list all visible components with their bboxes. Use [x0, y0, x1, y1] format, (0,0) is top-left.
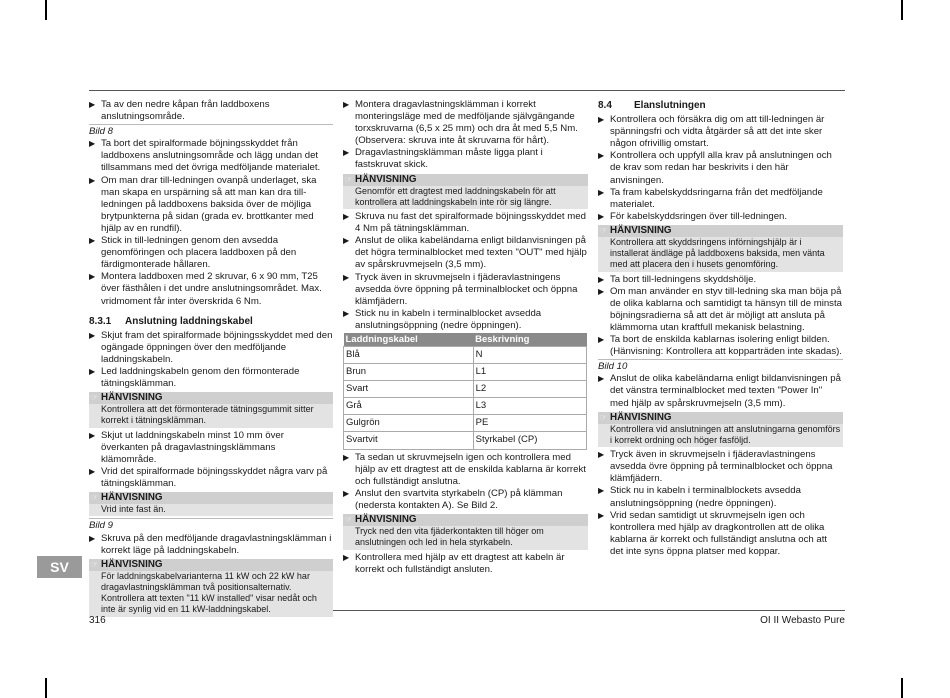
- list-item: ▶ Ta bort de enskilda kablarnas isolering enligt bilden. (Hänvisning: Kontrollera att kopparträden inte skadas).: [598, 334, 842, 358]
- note-box: [89, 559, 333, 617]
- table-cell: Grå: [344, 398, 474, 415]
- note-text: För laddningskabelvarianterna 11 kW och 22 kW har dragavlastningsklämman två positionsalternativ. Kontrollera att texten "11 kW installed" visar nedåt och inte är synlig vid en 11 kW-laddningskabel.: [101, 570, 317, 615]
- note-text: Kontrollera vid anslutningen att anslutningarna genomförs i korrekt ordning och höger fasföljd.: [610, 423, 841, 445]
- bullet-arrow-icon: ▶: [343, 272, 350, 282]
- bullet-arrow-icon: ▶: [343, 488, 350, 498]
- bullet-arrow-icon: ▶: [89, 430, 96, 440]
- note-label: HÄNVISNING: [355, 514, 417, 526]
- table-cell: Gulgrön: [344, 415, 474, 432]
- note-text: Kontrollera att det förmonterade tätningsgummit sitter korrekt i tätningsklämman.: [101, 404, 314, 426]
- bullet-arrow-icon: ▶: [598, 374, 605, 384]
- page-number: 316: [89, 615, 106, 626]
- list-item: ▶ Stick nu in kabeln i terminalblocket avsedda anslutningsöppning (nedre öppningen).: [343, 307, 542, 331]
- list-item: ▶ Skjut ut laddningskabeln minst 10 mm över överkanten på dragavlastningsklämmans klämområde.: [89, 429, 284, 465]
- list-item: ▶ Led laddningskabeln genom den förmonterade tätningsklämman.: [89, 365, 300, 390]
- bullet-arrow-icon: ▶: [343, 236, 350, 246]
- note-box: [598, 412, 843, 448]
- column-1: [89, 99, 333, 619]
- note-hand-icon: ☞: [345, 515, 353, 525]
- bullet-arrow-icon: ▶: [598, 187, 605, 197]
- note-label: HÄNVISNING: [610, 411, 672, 423]
- bullet-arrow-icon: ▶: [598, 151, 605, 161]
- list-item: ▶ Kontrollera och uppfyll alla krav på anslutningen och de krav som redan har beskrivits i den här anvisningen.: [598, 150, 832, 186]
- table-cell: L1: [473, 364, 586, 381]
- list-item: ▶ Dragavlastningsklämman måste ligga plant i fastskruvat skick.: [343, 147, 543, 171]
- language-tab: SV: [37, 556, 82, 578]
- note-label: HÄNVISNING: [610, 224, 672, 236]
- note-label: HÄNVISNING: [101, 392, 163, 404]
- table-row: [344, 381, 587, 398]
- list-item: ▶ Ta sedan ut skruvmejseln igen och kontrollera med hjälp av ett dragtest att de enskilda kablarna är korrekt och fullständigt anslutna.: [343, 451, 586, 487]
- list-item: ▶ Skjut fram det spiralformade böjningsskyddet med den ogängade öppningen över den medföljande laddningskabeln.: [89, 329, 333, 365]
- column-2: [343, 99, 588, 576]
- note-box: [89, 492, 333, 516]
- bullet-arrow-icon: ▶: [343, 100, 350, 109]
- figure-caption: Bild 9: [89, 518, 333, 532]
- note-hand-icon: ☞: [91, 559, 99, 569]
- bullet-arrow-icon: ▶: [598, 486, 605, 496]
- table-header-cable: Laddningskabel: [344, 333, 474, 347]
- bullet-arrow-icon: ▶: [343, 552, 350, 562]
- bullet-arrow-icon: ▶: [598, 450, 605, 460]
- table-row: [344, 398, 587, 415]
- list-item: ▶ Om man använder en styv till-ledning ska man böja på de olika kablarna och samtidigt ta hänsyn till de minsta böjningsradierna så att det är möjligt att ansluta på klämmorna utan kraftfull mekanisk belastning.: [598, 285, 842, 334]
- list-item: ▶ Vrid det spiralformade böjningsskyddet några varv på tätningsklämman.: [89, 465, 328, 490]
- table-cell: Blå: [344, 347, 474, 364]
- cable-table: [343, 333, 587, 450]
- list-item: ▶ Skruva nu fast det spiralformade böjningsskyddet med 4 Nm på tätningsklämman.: [343, 211, 586, 235]
- table-cell: Brun: [344, 364, 474, 381]
- bullet-arrow-icon: ▶: [598, 286, 605, 296]
- note-label: HÄNVISNING: [355, 173, 417, 185]
- note-hand-icon: ☞: [600, 412, 608, 422]
- note-box: [89, 392, 333, 428]
- table-header-description: Beskrivning: [473, 333, 586, 347]
- section-heading: 8.3.1 Anslutning laddningskabel: [89, 315, 253, 327]
- crop-mark: [45, 678, 47, 698]
- list-item: ▶ Tryck även in skruvmejseln i fjäderavlastningens avsedda övre öppning på terminalblocket och öppna klämfjädern.: [598, 449, 833, 485]
- table-cell: L2: [473, 381, 586, 398]
- table-row: [344, 415, 587, 432]
- note-hand-icon: ☞: [600, 225, 608, 235]
- crop-mark: [45, 0, 47, 20]
- list-item: ▶ Ta fram kabelskyddsringarna från det medföljande materialet.: [598, 186, 823, 210]
- note-text: Vrid inte fast än.: [101, 504, 166, 515]
- table-row: [344, 432, 587, 449]
- figure-caption: Bild 10: [598, 359, 843, 373]
- list-item: ▶ Ta bort till-ledningens skyddshölje.: [598, 273, 757, 285]
- bullet-arrow-icon: ▶: [89, 100, 96, 109]
- bullet-arrow-icon: ▶: [89, 175, 96, 185]
- bullet-arrow-icon: ▶: [89, 272, 96, 282]
- list-item: ▶ Vrid sedan samtidigt ut skruvmejseln igen och kontrollera med hjälp av dragkontrollen att de olika kablarna är korrekt och fullständigt anslutna och att det inte syns öppna platser med koppar.: [598, 509, 828, 557]
- table-cell: Svart: [344, 381, 474, 398]
- table-row: [344, 364, 587, 381]
- note-label: HÄNVISNING: [101, 492, 163, 504]
- list-item: ▶ Ta av den nedre kåpan från laddboxens anslutningsområde.: [89, 99, 270, 123]
- bullet-arrow-icon: ▶: [343, 212, 350, 222]
- section-heading: 8.4 Elanslutningen: [598, 100, 706, 111]
- crop-mark: [901, 678, 903, 698]
- bullet-arrow-icon: ▶: [598, 211, 605, 221]
- note-text: Kontrollera att skyddsringens införningshjälp är i installerat ändläge på laddboxens baksida, men vänta med att placera den i husets genomföring.: [610, 237, 825, 270]
- bullet-arrow-icon: ▶: [89, 366, 96, 376]
- bullet-arrow-icon: ▶: [89, 139, 96, 149]
- table-cell: Svartvit: [344, 432, 474, 449]
- list-item: ▶ För kabelskyddsringen över till-ledningen.: [598, 210, 788, 222]
- bullet-arrow-icon: ▶: [598, 510, 605, 520]
- list-item: ▶ Montera laddboxen med 2 skruvar, 6 x 90 mm, T25 över fästhålen i det undre anslutningsområdet. Max. vridmoment får inter överskrida 6 Nm.: [89, 271, 322, 307]
- column-3: [598, 99, 843, 558]
- list-item: ▶ Anslut den svartvita styrkabeln (CP) på klämman (nedersta kontakten A). Se Bild 2.: [343, 487, 563, 511]
- crop-mark: [901, 0, 903, 20]
- table-cell: PE: [473, 415, 586, 432]
- table-cell: Styrkabel (CP): [473, 432, 586, 449]
- note-box: [343, 514, 588, 550]
- list-item: ▶ Stick nu in kabeln i terminalblockets avsedda anslutningsöppning (nedre öppningen).: [598, 485, 801, 509]
- list-item: ▶ Ta bort det spiralformade böjningsskyddet från laddboxens anslutningsområde och lägg undan det tillsammans med det övriga medföljande materialet.: [89, 138, 321, 174]
- table-cell: N: [473, 347, 586, 364]
- note-hand-icon: ☞: [91, 393, 99, 403]
- list-item: ▶ Stick in till-ledningen genom den avsedda genomföringen och placera laddboxen på den färdigmonterade hållaren.: [89, 235, 297, 271]
- note-box: [598, 225, 843, 272]
- bullet-arrow-icon: ▶: [343, 308, 350, 318]
- bullet-arrow-icon: ▶: [89, 236, 96, 246]
- bullet-arrow-icon: ▶: [89, 330, 96, 340]
- bullet-arrow-icon: ▶: [89, 533, 96, 543]
- note-label: HÄNVISNING: [101, 558, 163, 570]
- bullet-arrow-icon: ▶: [89, 466, 96, 476]
- list-item: ▶ Anslut de olika kabeländarna enligt bildanvisningen på det vänstra terminalblocket med texten "Power In" med hjälp av spårskruvmejseln (3,5 mm).: [598, 373, 841, 409]
- list-item: ▶ Montera dragavlastningsklämman i korrekt monteringsläge med de medföljande självgängande torxskruvarna (6,5 x 25 mm) och dra åt med 5,5 Nm. (Observera: skruva inte åt skruvarna för hårt).: [343, 99, 578, 147]
- list-item: ▶ Skruva på den medföljande dragavlastningsklämman i korrekt läge på laddningskabeln.: [89, 532, 332, 556]
- figure-caption: Bild 8: [89, 124, 333, 138]
- top-rule: [89, 90, 845, 91]
- list-item: ▶ Kontrollera och försäkra dig om att till-ledningen är spänningsfri och vidta åtgärder så att det inte sker någon ofrivillig omstart.: [598, 114, 825, 150]
- list-item: ▶ Anslut de olika kabeländarna enligt bildanvisningen på det högra terminalblocket med texten "OUT" med hjälp av spårskruvmejseln (3,5 mm).: [343, 235, 587, 271]
- bullet-arrow-icon: ▶: [598, 274, 605, 284]
- note-hand-icon: ☞: [91, 493, 99, 503]
- note-box: [343, 174, 588, 210]
- note-text: Tryck ned den vita fjäderkontakten till höger om anslutningen och led in hela styrkabeln.: [355, 526, 544, 548]
- document-title: OI II Webasto Pure: [760, 615, 845, 626]
- note-hand-icon: ☞: [345, 174, 353, 184]
- note-text: Genomför ett dragtest med laddningskabeln för att kontrollera att laddningskabeln inte rör sig längre.: [355, 185, 556, 207]
- bullet-arrow-icon: ▶: [343, 452, 350, 462]
- table-cell: L3: [473, 398, 586, 415]
- table-row: [344, 347, 587, 364]
- bullet-arrow-icon: ▶: [598, 335, 605, 345]
- bullet-arrow-icon: ▶: [598, 115, 605, 125]
- list-item: ▶ Kontrollera med hjälp av ett dragtest att kabeln är korrekt och fullständigt ansluten.: [343, 551, 565, 575]
- list-item: ▶ Tryck även in skruvmejseln i fjäderavlastningens avsedda övre öppning på terminalblocket och öppna klämfjädern.: [343, 271, 578, 307]
- list-item: ▶ Om man drar till-ledningen ovanpå underlaget, ska man skapa en urspärning så att man kan dra till-ledningen på laddboxens baksida över de möjliga brytpunkterna på sidan (grada ev. brottkanter med hjälp av en rundfil).: [89, 174, 317, 234]
- bullet-arrow-icon: ▶: [343, 148, 350, 158]
